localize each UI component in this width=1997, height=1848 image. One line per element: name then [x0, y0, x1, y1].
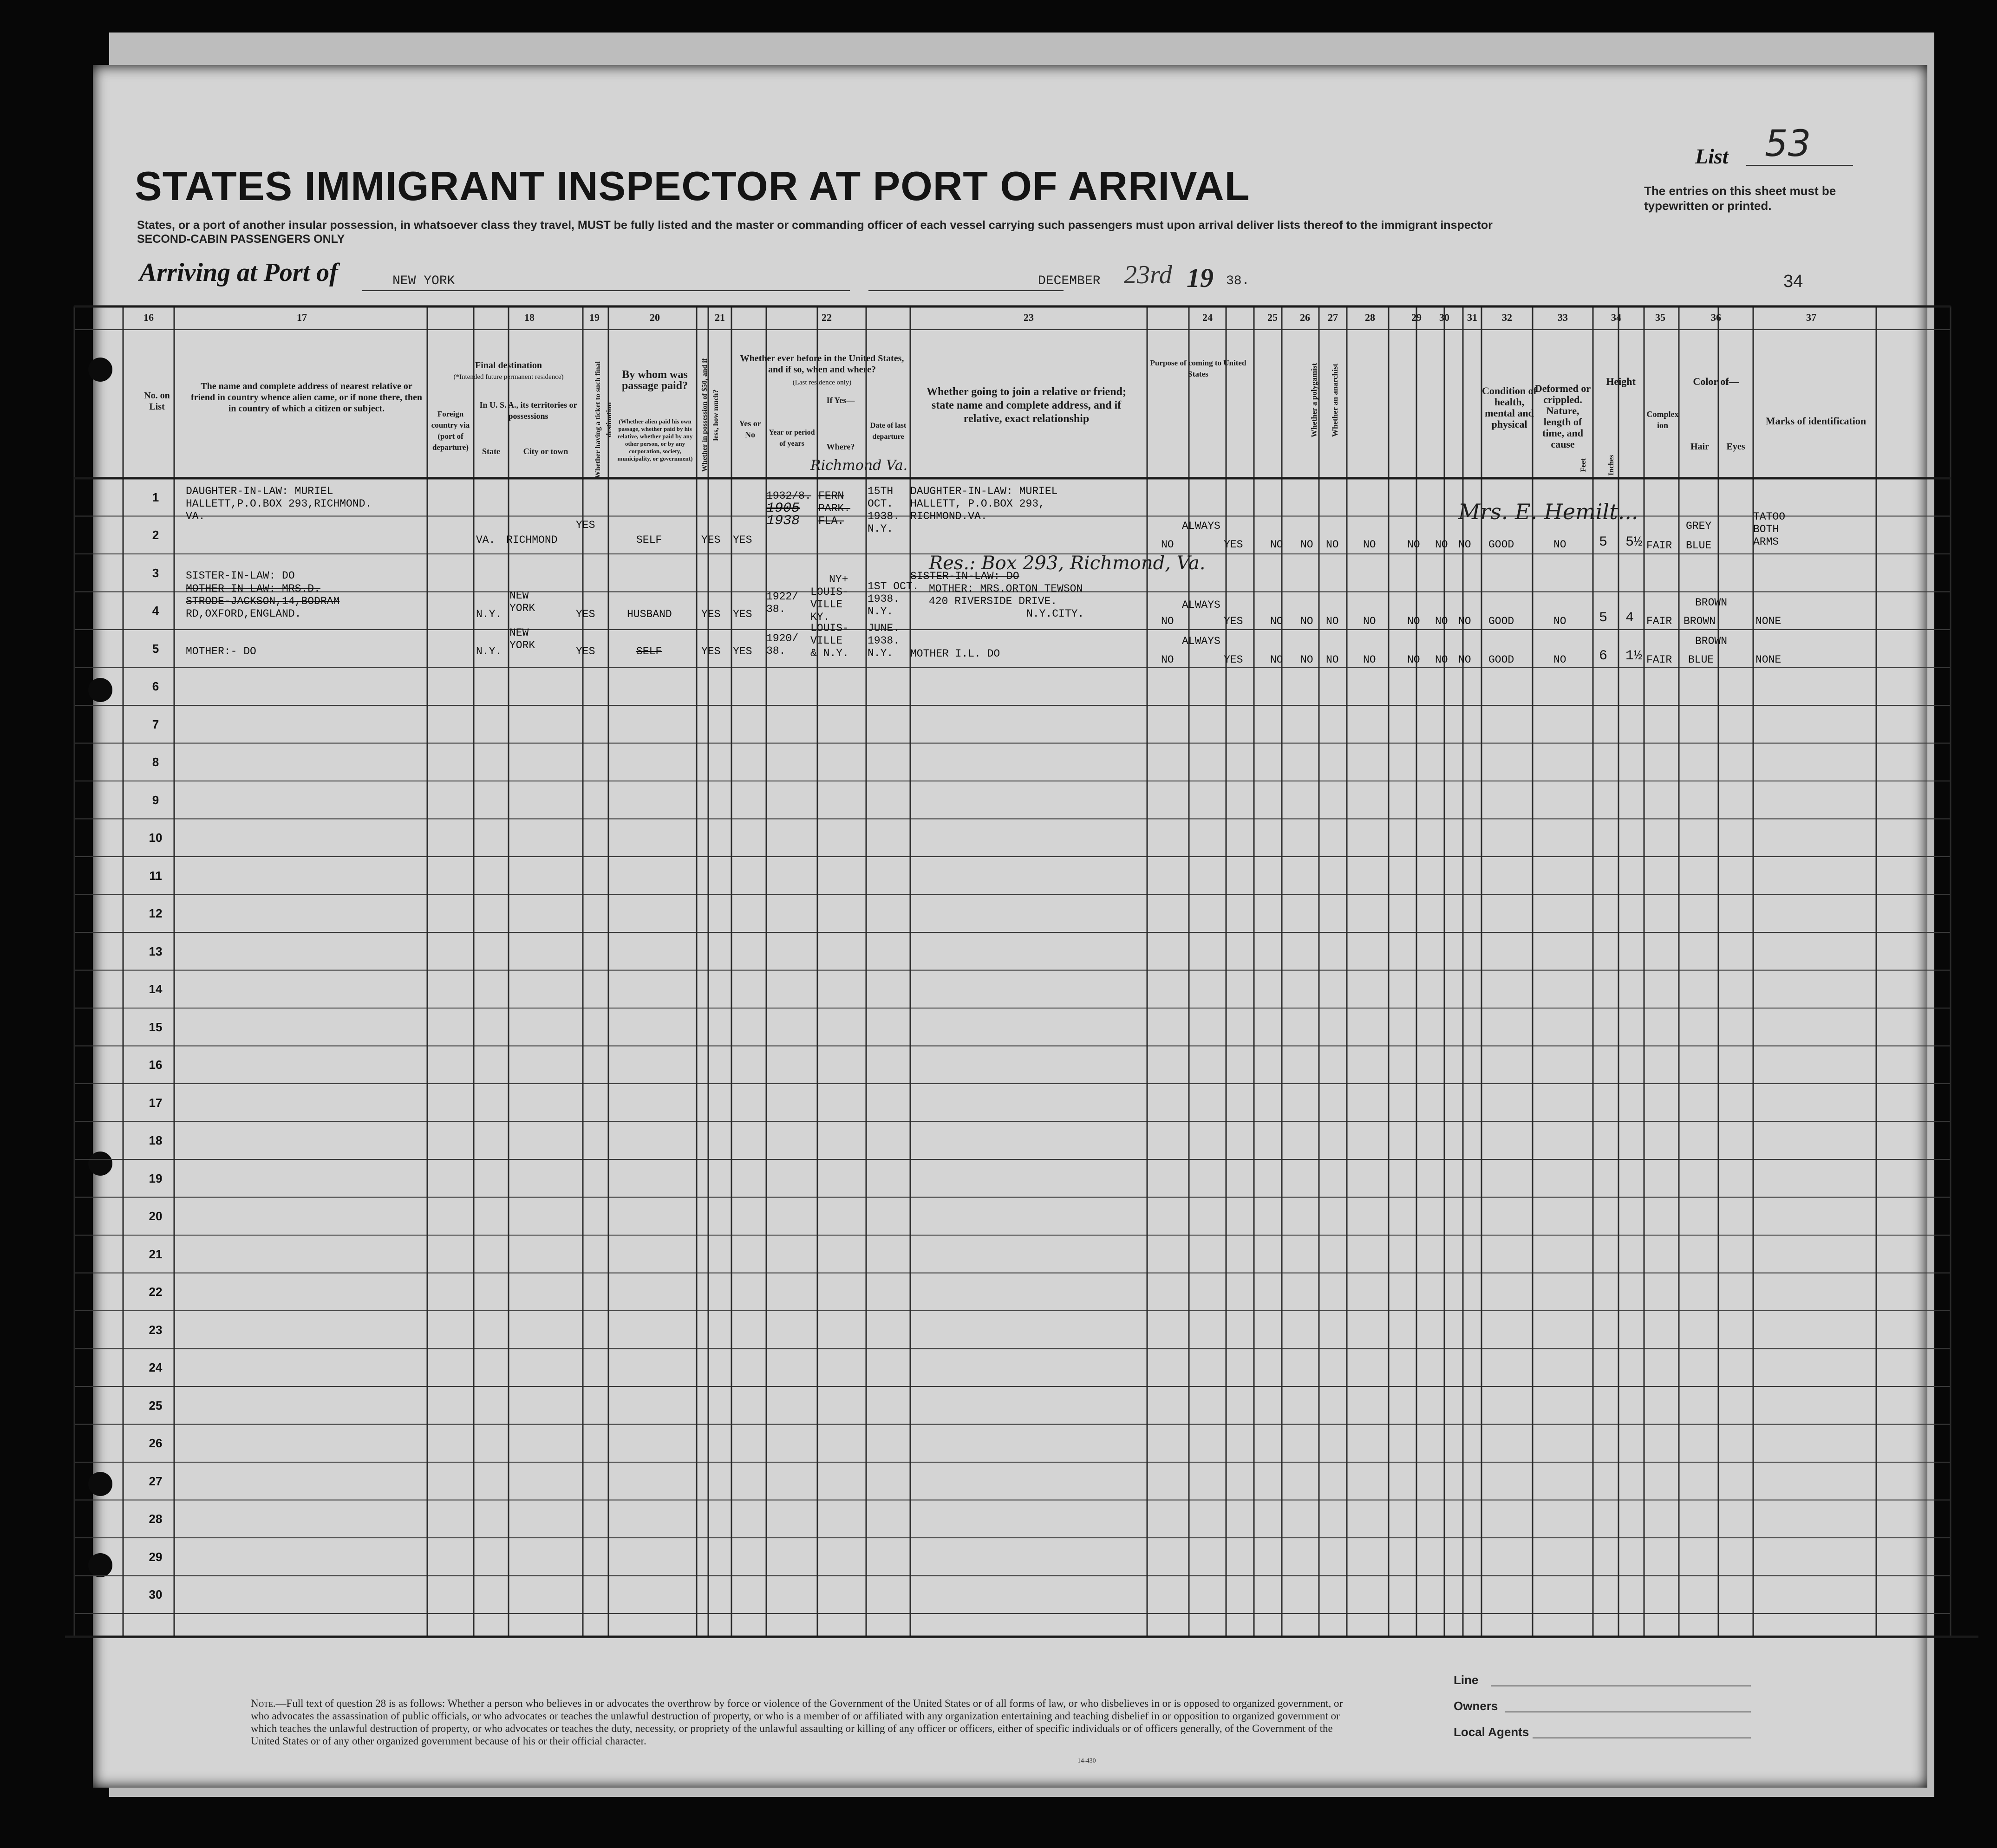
row3-c25: NO	[1270, 615, 1283, 627]
handwritten-annotation-1: Richmond Va.	[810, 457, 908, 474]
row-number: 1	[152, 490, 159, 504]
row1-city: RICHMOND	[506, 534, 558, 546]
row3-where-line: LOUIS-	[810, 586, 849, 598]
row1-feet: 5	[1599, 534, 1608, 550]
owners-underline	[1505, 1711, 1751, 1712]
row1-where-line: PARK.	[818, 502, 851, 514]
row3-joining-line: 420 RIVERSIDE DRIVE.	[929, 595, 1057, 607]
header-marks: Marks of identification	[1765, 415, 1866, 427]
column-number: 16	[144, 312, 154, 323]
column-number: 27	[1328, 312, 1338, 323]
row1-relative-line: HALLETT,P.O.BOX 293,RICHMOND.	[186, 498, 372, 510]
row1-ticket: YES	[576, 519, 595, 531]
form-number: 14-430	[1077, 1757, 1096, 1764]
row1-departure-line: 1938.	[868, 510, 900, 522]
row1-where	[818, 490, 850, 527]
year-prefix: 19	[1187, 263, 1214, 293]
row3-inches: 4	[1625, 610, 1634, 626]
row4-where-line: VILLE	[810, 635, 843, 647]
row4-years-line: 1920/	[766, 632, 799, 644]
row3-joining-line: SISTER-IN-LAW: DO	[910, 570, 1019, 582]
row-number: 7	[152, 717, 159, 731]
header-yes-or-no: Yes or No	[739, 419, 761, 439]
header-passage-note: (Whether alien paid his own passage, whether paid by his relative, whether paid by any other person, or by any corporation, society, municipality, or government)	[617, 418, 693, 462]
row-number: 21	[149, 1247, 163, 1261]
row4-c31: NO	[1458, 654, 1471, 666]
row4-c27: NO	[1326, 654, 1339, 666]
header-city: City or town	[523, 447, 568, 456]
column-number: 23	[1024, 312, 1034, 323]
row4-before: YES	[733, 645, 752, 657]
header-joining: Whether going to join a relative or friend; state name and complete address, and if relative, exact relationship	[927, 386, 1126, 425]
row3-state: N.Y.	[476, 608, 502, 620]
row3-relative-line: MOTHER-IN-LAW: MRS.D.	[186, 583, 320, 595]
row1-inches: 5½	[1625, 534, 1643, 550]
row3-complexion: FAIR	[1646, 615, 1672, 627]
row-number: 10	[149, 831, 163, 845]
column-number: 30	[1439, 312, 1449, 323]
header-polygamist: Whether a polygamist	[1310, 363, 1318, 438]
column-number: 20	[650, 312, 660, 323]
row4-c30: NO	[1435, 654, 1448, 666]
row4-departure-line: JUNE.	[868, 622, 900, 634]
row3-purpose-no: NO	[1161, 615, 1174, 627]
row1-years-line: 1905	[766, 501, 800, 516]
row-number: 11	[149, 868, 162, 883]
row1-where-line: FLA.	[818, 515, 844, 527]
row1-departure-line: N.Y.	[868, 523, 894, 535]
form-title: STATES IMMIGRANT INSPECTOR AT PORT OF ARRIVAL	[135, 163, 1250, 209]
row4-city	[509, 627, 535, 652]
row4-ticket: YES	[576, 645, 595, 657]
header-feet: Feet	[1579, 458, 1587, 472]
header-final-destination: Final destination	[475, 360, 542, 371]
row3-joining-line: N.Y.CITY.	[1026, 608, 1084, 620]
row-number: 27	[149, 1474, 163, 1488]
row-number: 18	[149, 1133, 163, 1148]
row2-relative: SISTER-IN-LAW: DO	[186, 570, 295, 582]
row1-purpose-yes: YES	[1224, 539, 1243, 551]
row3-where-line: NY+	[829, 573, 848, 586]
row4-marks: NONE	[1756, 654, 1782, 666]
row1-eyes: BLUE	[1686, 540, 1712, 552]
header-no-on-list: No. on List	[144, 390, 170, 412]
sheet-number: 34	[1783, 272, 1803, 291]
row1-years-line: 1932/8.	[766, 490, 811, 502]
row1-before: YES	[733, 534, 752, 546]
row4-purpose-always: ALWAYS	[1182, 635, 1220, 647]
handwritten-annotation-2: Res.: Box 293, Richmond, Va.	[929, 553, 1206, 574]
list-label: List	[1695, 144, 1729, 168]
row-number: 13	[149, 944, 163, 958]
row3-deformed: NO	[1553, 615, 1566, 627]
row3-years	[766, 591, 798, 616]
header-hair: Hair	[1690, 442, 1709, 452]
row1-c26: NO	[1300, 539, 1313, 551]
row3-years-line: 38.	[766, 603, 786, 615]
header-purpose: Purpose of coming to United States	[1150, 358, 1246, 378]
row3-city	[509, 590, 535, 615]
arrival-month: DECEMBER	[1038, 274, 1101, 288]
port-name: NEW YORK	[392, 274, 455, 288]
row1-purpose-no: NO	[1161, 539, 1174, 551]
column-number: 35	[1655, 312, 1665, 323]
row3-c28: NO	[1363, 615, 1376, 627]
row3-joining-line: MOTHER: MRS.ORTON TEWSON	[929, 583, 1083, 595]
arriving-label: Arriving at Port of	[139, 258, 338, 287]
row-number: 20	[149, 1209, 163, 1223]
header-where: Where?	[826, 442, 855, 451]
list-number: 53	[1765, 123, 1811, 165]
column-number: 36	[1711, 312, 1721, 323]
row-number: 4	[152, 604, 159, 618]
column-number: 26	[1300, 312, 1310, 323]
row-number: 19	[149, 1171, 163, 1185]
row3-c30: NO	[1435, 615, 1448, 627]
row-number: 28	[149, 1512, 163, 1526]
row4-purpose-no: NO	[1161, 654, 1174, 666]
row3-eyes: BROWN	[1684, 615, 1716, 627]
year-suffix: 38.	[1226, 274, 1250, 288]
row1-joining-line: DAUGHTER-IN-LAW: MURIEL	[910, 485, 1058, 497]
row-number: 5	[152, 641, 159, 656]
column-number: 34	[1611, 312, 1621, 323]
header-year-period: Year or period of years	[769, 429, 815, 448]
header-foreign-country: Foreign country via (port of departure)	[431, 410, 470, 452]
row-number: 2	[152, 528, 159, 542]
row3-where-line: VILLE	[810, 599, 843, 611]
row4-years-line: 38.	[766, 645, 786, 657]
row4-c26: NO	[1300, 654, 1313, 666]
row-number: 23	[149, 1322, 163, 1337]
row3-where	[810, 573, 849, 624]
row4-c28: NO	[1363, 654, 1376, 666]
row3-city-line: YORK	[509, 602, 535, 614]
row1-c29: NO	[1407, 539, 1420, 551]
header-eyes: Eyes	[1726, 442, 1745, 452]
header-height: Height	[1606, 376, 1636, 387]
row3-purpose-always: ALWAYS	[1182, 599, 1220, 611]
footer-note	[251, 1697, 1347, 1747]
row1-marks-line: TATOO	[1753, 511, 1786, 523]
row-number: 24	[149, 1360, 163, 1375]
note-label: Note.	[251, 1698, 276, 1709]
column-number: 29	[1411, 312, 1422, 323]
subtitle-line: States, or a port of another insular possession, in whatsoever class they travel, MUST be fully listed and the master or commanding officer of each vessel carrying such passengers must upon arrival deliver lists thereof to the immigrant inspector	[137, 219, 1493, 232]
row3-health: GOOD	[1488, 615, 1514, 627]
column-number: 33	[1558, 312, 1568, 323]
header-in-usa: In U. S. A., its territories or possessions	[479, 400, 577, 421]
row1-complexion: FAIR	[1646, 540, 1672, 552]
column-number: 25	[1267, 312, 1278, 323]
header-final-destination-sub: (*Intended future permanent residence)	[453, 373, 564, 381]
row3-relative-line: RD,OXFORD,ENGLAND.	[186, 608, 301, 620]
column-number: 31	[1467, 312, 1477, 323]
header-nearest-relative: The name and complete address of nearest relative or friend in country whence alien came, or if none there, then in country of which a citizen or subject.	[190, 381, 423, 414]
row3-ticket: YES	[576, 608, 595, 620]
header-anarchist: Whether an anarchist	[1331, 363, 1339, 437]
row4-inches: 1½	[1625, 648, 1643, 664]
row-number: 6	[152, 679, 159, 694]
row-number: 8	[152, 755, 159, 769]
column-number: 17	[297, 312, 307, 323]
row-number: 26	[149, 1436, 163, 1451]
row1-passage: SELF	[636, 534, 662, 546]
row4-state: N.Y.	[476, 645, 502, 657]
row4-c29: NO	[1407, 654, 1420, 666]
note-text: —Full text of question 28 is as follows: Whether a person who believes in or advocates the overthrow by force or violence of the Government of the United States or of all forms of law, or who disbelieves in or is opposed to organized government, or who advocates the assassination of public officials, or who advocates or teaches the unlawful destruction of property, or who is a member of or affiliated with any organization entertaining and teaching disbelief in or opposition to organized government or which teaches the unlawful destruction of property, or who advocates or teaches the duty, necessity, or propriety of the unlawful assaulting or killing of any officer or officers, either of specific individuals or of officers generally, of the Government of the United States or of any other organized government because of his or their official character.	[251, 1698, 1343, 1747]
row-number: 3	[152, 566, 159, 580]
row1-purpose-always: ALWAYS	[1182, 520, 1220, 532]
row3-relative-line: STRODE-JACKSON,14,BODRAM	[186, 595, 340, 607]
local-agents-label: Local Agents	[1454, 1725, 1529, 1739]
header-last-residence: (Last residence only)	[792, 379, 852, 386]
row4-feet: 6	[1599, 648, 1608, 664]
row1-health: GOOD	[1488, 539, 1514, 551]
column-number: 21	[715, 312, 725, 323]
row-number: 17	[149, 1095, 163, 1110]
row4-money: YES	[701, 645, 721, 657]
row-number: 25	[149, 1398, 163, 1412]
row1-marks-line: ARMS	[1753, 536, 1779, 548]
row1-years-line: 1938	[766, 513, 800, 529]
agents-underline	[1533, 1737, 1751, 1738]
row3-hair: BROWN	[1695, 597, 1728, 609]
row4-city-line: NEW	[509, 627, 529, 639]
row3-marks: NONE	[1756, 615, 1782, 627]
row1-state: VA.	[476, 534, 496, 546]
row4-c25: NO	[1270, 654, 1283, 666]
row4-city-line: YORK	[509, 639, 535, 651]
row3-passage: HUSBAND	[627, 608, 672, 620]
row1-departure-line: OCT.	[868, 498, 894, 510]
row3-c31: NO	[1458, 615, 1471, 627]
header-deformed: Deformed or crippled. Nature, length of time, and cause	[1534, 383, 1591, 450]
row-number: 12	[149, 906, 163, 921]
row3-c27: NO	[1326, 615, 1339, 627]
row-number: 29	[149, 1549, 163, 1564]
row4-eyes: BLUE	[1688, 654, 1714, 666]
row3-before: YES	[733, 608, 752, 620]
header-ticket: Whether having a ticket to such final destination	[594, 361, 613, 479]
header-color-of: Color of—	[1693, 376, 1739, 387]
header-passage-paid: By whom was passage paid?	[621, 369, 688, 392]
class-line: SECOND-CABIN PASSENGERS ONLY	[137, 233, 345, 246]
row1-joining-line: HALLETT, P.O.BOX 293,	[910, 498, 1045, 510]
row3-where-line: KY.	[810, 611, 830, 623]
row4-where-line: & N.Y.	[810, 647, 849, 659]
row1-relative-line: DAUGHTER-IN-LAW: MURIEL	[186, 485, 333, 497]
row3-money: YES	[701, 608, 721, 620]
row3-years-line: 1922/	[766, 591, 799, 603]
row4-years	[766, 632, 798, 657]
row-number: 15	[149, 1020, 163, 1034]
row3-joining	[910, 570, 1084, 620]
row1-money: YES	[701, 534, 721, 546]
row1-departure	[868, 485, 900, 535]
row4-health: GOOD	[1488, 654, 1514, 666]
header-state: State	[482, 447, 500, 456]
owners-label: Owners	[1454, 1699, 1498, 1713]
row4-joining: MOTHER I.L. DO	[910, 648, 1000, 660]
row-number: 22	[149, 1285, 163, 1299]
row1-hair: GREY	[1686, 520, 1712, 532]
row1-marks-line: BOTH	[1753, 523, 1779, 535]
column-number: 18	[524, 312, 535, 323]
row1-marks	[1753, 511, 1785, 548]
row4-deformed: NO	[1553, 654, 1566, 666]
row3-departure-line: 1ST OCT.	[868, 580, 919, 592]
handwritten-signature: Mrs. E. Hemilt...	[1458, 499, 1638, 524]
header-complexion: Complexion	[1646, 410, 1679, 430]
row1-years	[766, 490, 811, 527]
row1-c27: NO	[1326, 539, 1339, 551]
header-date-departure: Date of last departure	[870, 422, 907, 441]
header-ever-before: Whether ever before in the United States, and if so, when and where?	[740, 353, 904, 375]
row4-departure-line: N.Y.	[868, 647, 894, 659]
row3-feet: 5	[1599, 610, 1608, 626]
row3-departure-line: 1938.	[868, 593, 900, 605]
row1-where-line: FERN	[818, 490, 844, 502]
row4-departure-line: 1938.	[868, 635, 900, 647]
row3-city-line: NEW	[509, 590, 529, 602]
row-number: 9	[152, 793, 159, 807]
row3-c26: NO	[1300, 615, 1313, 627]
column-number: 32	[1502, 312, 1512, 323]
row3-purpose-yes: YES	[1224, 615, 1243, 627]
arrival-day: 23rd	[1124, 260, 1172, 289]
row1-joining	[910, 485, 1057, 523]
column-number: 37	[1806, 312, 1816, 323]
entries-note: The entries on this sheet must be typewritten or printed.	[1644, 184, 1836, 213]
footer-signatures	[1454, 1667, 1529, 1745]
line-underline	[1491, 1685, 1751, 1686]
header-condition: Condition of health, mental and physical	[1482, 385, 1537, 430]
row1-relative-line: VA.	[186, 510, 205, 522]
column-number: 28	[1365, 312, 1375, 323]
row4-complexion: FAIR	[1646, 654, 1672, 666]
row4-purpose-yes: YES	[1224, 654, 1243, 666]
row1-c30: NO	[1435, 539, 1448, 551]
row-number: 16	[149, 1058, 163, 1072]
row3-relative	[186, 583, 339, 620]
row1-c25: NO	[1270, 539, 1283, 551]
line-label: Line	[1454, 1673, 1479, 1687]
row1-c31: NO	[1458, 539, 1471, 551]
row4-where	[810, 622, 849, 660]
header-if-yes: If Yes—	[826, 396, 855, 405]
column-number: 22	[822, 312, 832, 323]
row4-departure	[868, 622, 900, 660]
header-inches: Inches	[1607, 455, 1615, 476]
row3-c29: NO	[1407, 615, 1420, 627]
header-money: Whether in possession of $50, and if less, how much?	[701, 358, 720, 472]
column-number: 19	[589, 312, 600, 323]
row1-c28: NO	[1363, 539, 1376, 551]
row1-joining-line: RICHMOND.VA.	[910, 510, 987, 522]
row1-relative	[186, 485, 372, 523]
row3-departure-line: N.Y.	[868, 605, 894, 618]
row4-hair: BROWN	[1695, 635, 1728, 647]
row4-where-line: LOUIS-	[810, 622, 849, 634]
row-number: 30	[149, 1588, 163, 1602]
row4-relative: MOTHER:- DO	[186, 645, 256, 657]
row4-passage: SELF	[636, 645, 662, 657]
column-number: 24	[1202, 312, 1213, 323]
row-number: 14	[149, 982, 163, 996]
row1-departure-line: 15TH	[868, 485, 894, 497]
row1-deformed: NO	[1553, 539, 1566, 551]
